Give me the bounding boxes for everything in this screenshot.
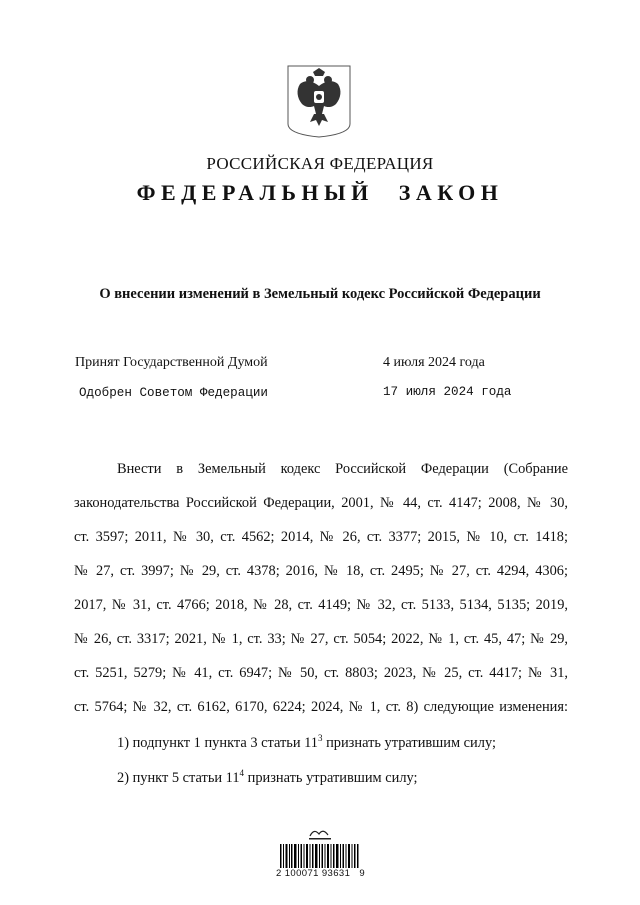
country-title: РОССИЙСКАЯ ФЕДЕРАЦИЯ xyxy=(206,154,434,173)
paragraph-line: ст. 5764; № 32, ст. 6162, 6170, 6224; 2024, № 1, ст. 8) следующие изменения: xyxy=(74,699,568,715)
approved-by-council-label: Одобрен Советом Федерации xyxy=(79,386,268,400)
barcode-number: 2 100071 93631 9 xyxy=(276,868,366,879)
amendment-item-text: признать утратившим силу; xyxy=(322,735,496,751)
main-paragraph xyxy=(74,452,568,724)
adopted-by-duma-label: Принят Государственной Думой xyxy=(75,355,268,370)
paragraph-line: № 26, ст. 3317; 2021, № 1, ст. 33; № 27, ст. 5054; 2022, № 1, ст. 45, 47; № 29, xyxy=(74,631,568,647)
paragraph-line: ст. 5251, 5279; № 41, ст. 6947; № 50, ст. 8803; 2023, № 25, ст. 4417; № 31, xyxy=(74,665,568,681)
paragraph-line: 2017, № 31, ст. 4766; 2018, № 28, ст. 4149; № 32, ст. 5133, 5134, 5135; 2019, xyxy=(74,597,568,613)
paragraph-line: ст. 3597; 2011, № 30, ст. 4562; 2014, № 26, ст. 3377; 2015, № 10, ст. 1418; xyxy=(74,529,568,545)
paragraph-line: Внести в Земельный кодекс Российской Федерации (Собрание xyxy=(117,461,568,477)
article-superscript: 3 xyxy=(317,733,323,743)
law-subject-title: О внесении изменений в Земельный кодекс Российской Федерации xyxy=(99,286,541,302)
paragraph-line: № 27, ст. 3997; № 29, ст. 4378; 2016, № 18, ст. 2495; № 27, ст. 4294, 4306; xyxy=(74,563,568,579)
approved-by-council-date: 17 июля 2024 года xyxy=(383,385,512,399)
amendment-item-2 xyxy=(117,770,418,787)
amendment-item-text: 2) пункт 5 статьи 11 xyxy=(117,770,240,786)
document-type-title: ФЕДЕРАЛЬНЫЙ ЗАКОН xyxy=(136,180,504,205)
article-superscript: 4 xyxy=(239,768,245,778)
paragraph-line: законодательства Российской Федерации, 2001, № 44, ст. 4147; 2008, № 30, xyxy=(74,495,568,511)
coat-of-arms-emblem-icon xyxy=(286,64,352,138)
amendment-item-1 xyxy=(117,735,496,752)
registration-stamp-icon xyxy=(306,826,334,842)
amendment-item-text: признать утратившим силу; xyxy=(244,770,418,786)
amendment-item-text: 1) подпункт 1 пункта 3 статьи 11 xyxy=(117,735,318,751)
adopted-by-duma-date: 4 июля 2024 года xyxy=(383,355,485,370)
